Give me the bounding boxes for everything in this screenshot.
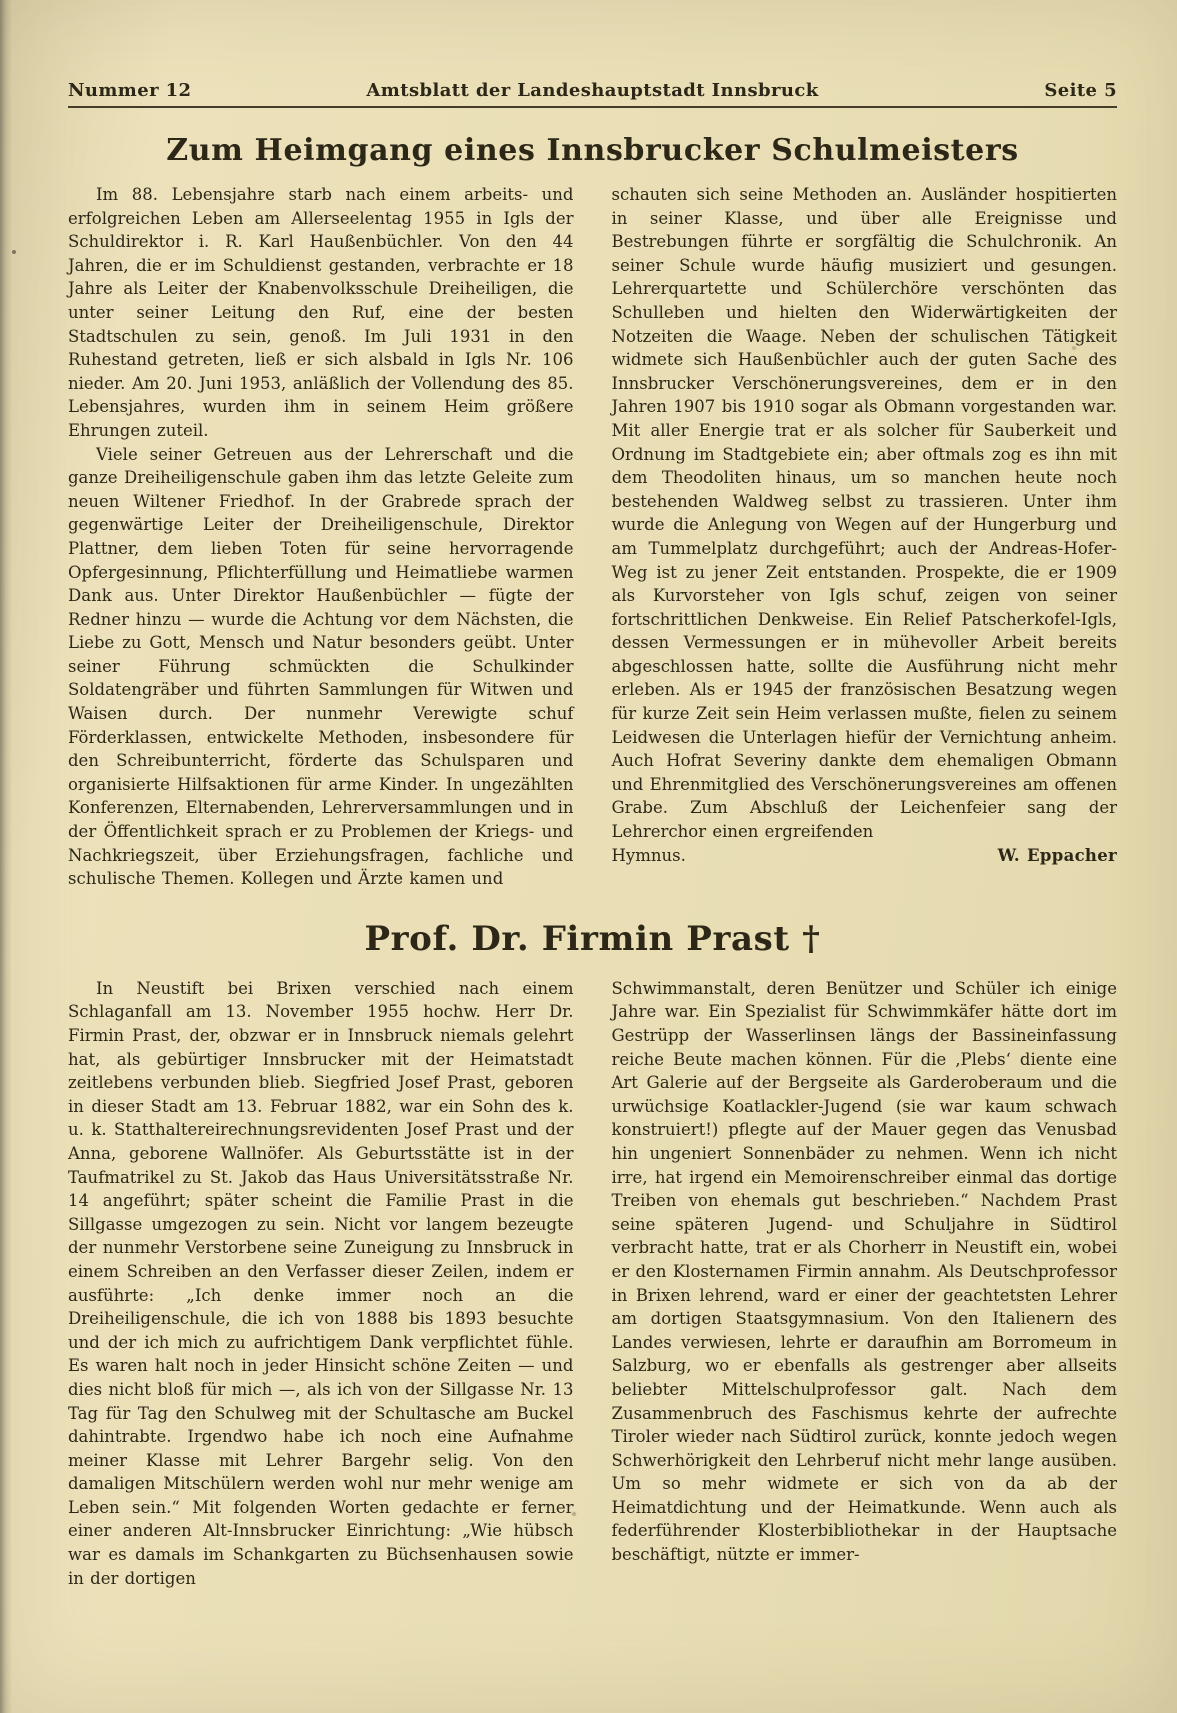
article1-columns	[68, 183, 1117, 891]
article1-paragraph-end: Hymnus.	[611, 845, 686, 865]
article2-right-column	[612, 977, 1118, 1590]
article1-paragraph-2: Viele seiner Getreuen aus der Lehrerschaft und die ganze Dreiheiligenschule gaben ihm das letzte Geleite zum neuen Wiltener Friedhof. In der Grabrede sprach der gegenwärtige Leiter der Dreiheiligenschule, Direktor Plattner, dem lieben Toten für seine hervorragende Opfergesinnung, Pflichterfüllung und Heimatliebe warmen Dank aus. Unter Direktor Haußenbüchler — fügte der Redner hinzu — wurde die Achtung vor dem Nächsten, die Liebe zu Gott, Mensch und Natur besonders geübt. Unter seiner Führung schmückten die Schulkinder Soldatengräber und führten Sammlungen für Witwen und Waisen durch. Der nunmehr Verewigte schuf Förderklassen, entwickelte Methoden, insbesondere für den Schreibunterricht, förderte das Schulsparen und organisierte Hilfsaktionen für arme Kinder. In ungezählten Konferenzen, Elternabenden, Lehrerversammlungen und in der Öffentlichkeit sprach er zu Problemen der Kriegs- und Nachkriegszeit, über Erziehungsfragen, fachliche und schulische Themen. Kollegen und Ärzte kamen und	[68, 444, 574, 889]
article2-columns	[68, 977, 1117, 1590]
masthead-title: Amtsblatt der Landeshauptstadt Innsbruck	[366, 80, 819, 101]
page-header	[68, 80, 1117, 101]
article-obituary-haussenbuechler	[68, 133, 1117, 891]
article1-left-column	[68, 183, 574, 891]
scan-edge-shadow	[0, 0, 12, 1713]
article1-right-column	[612, 183, 1118, 891]
article2-paragraph-1: In Neustift bei Brixen verschied nach einem Schlaganfall am 13. November 1955 hochw. Herr Dr. Firmin Prast, der, obzwar er in Innsbruck niemals gelehrt hat, als gebürtiger Innsbrucker mit der Heimatstadt zeitlebens verbunden blieb. Siegfried Josef Prast, geboren in dieser Stadt am 13. Februar 1882, war ein Sohn des k. u. k. Statthaltereirechnungsrevidenten Josef Prast und der Anna, geborene Wallnöfer. Als Geburtsstätte ist in der Taufmatrikel zu St. Jakob das Haus Universitätsstraße Nr. 14 angeführt; später scheint die Familie Prast in die Sillgasse umgezogen zu sein. Nicht vor langem bezeugte der nunmehr Verstorbene seine Zuneigung zu Innsbruck in einem Schreiben an den Verfasser dieser Zeilen, indem er ausführte: „Ich denke immer noch an die Dreiheiligenschule, die ich von 1888 bis 1893 besuchte und der ich mich zu aufrichtigem Dank verpflichtet fühle. Es waren halt noch in jeder Hinsicht schöne Zeiten — und dies nicht bloß für mich —, als ich von der Sillgasse Nr. 13 Tag für Tag den Schulweg mit der Schultasche am Buckel dahintrabte. Irgendwo habe ich noch eine Aufnahme meiner Klasse mit Lehrer Bargehr selig. Von den damaligen Mitschülern werden wohl nur mehr wenige am Leben sein.“ Mit folgenden Worten gedachte er ferner einer anderen Alt-Innsbrucker Einrichtung: „Wie hübsch war es damals im Schankgarten zu Büchsenhausen sowie in der dortigen	[68, 978, 574, 1588]
article1-signature-line	[612, 844, 1118, 868]
article2-title: Prof. Dr. Firmin Prast †	[364, 918, 821, 959]
article1-title: Zum Heimgang eines Innsbrucker Schulmeisters	[166, 133, 1019, 168]
article1-paragraph-3: schauten sich seine Methoden an. Ausländer hospitierten in seiner Klasse, und über alle Ereignisse und Bestrebungen führte er sorgfältig die Schulchronik. An seiner Schule wurde häufig musiziert und gesungen. Lehrerquartette und Schülerchöre verschönten das Schulleben und hielten den Widerwärtigkeiten der Notzeiten die Waage. Neben der schulischen Tätigkeit widmete sich Haußenbüchler auch der guten Sache des Innsbrucker Verschönerungsvereines, dem er in den Jahren 1907 bis 1910 sogar als Obmann vorgestanden war. Mit aller Energie trat er als solcher für Sauberkeit und Ordnung im Stadtgebiete ein; aber oftmals zog es ihn mit dem Theodoliten hinaus, um so manchen heute noch bestehenden Waldweg selbst zu trassieren. Unter ihm wurde die Anlegung von Wegen auf der Hungerburg und am Tummelplatz durchgeführt; auch der Andreas-Hofer-Weg ist zu jener Zeit entstanden. Prospekte, die er 1909 als Kurvorsteher von Igls schuf, zeigen von seiner fortschrittlichen Denkweise. Ein Relief Patscherkofel-Igls, dessen Vermessungen er in mühevoller Arbeit bereits abgeschlossen hatte, sollte die Ausführung nicht mehr erleben. Als er 1945 der französischen Besatzung wegen für kurze Zeit sein Heim verlassen mußte, fielen zu seinem Leidwesen die Unterlagen hiefür der Vernichtung anheim. Auch Hofrat Severiny dankte dem ehemaligen Obmann und Ehrenmitglied des Verschönerungsvereines am offenen Grabe. Zum Abschluß der Leichenfeier sang der Lehrerchor einen ergreifenden	[611, 185, 1117, 842]
article1-paragraph-1: Im 88. Lebensjahre starb nach einem arbeits- und erfolgreichen Leben am Allerseelentag 1955 in Igls der Schuldirektor i. R. Karl Haußenbüchler. Von den 44 Jahren, die er im Schuldienst gestanden, verbrachte er 18 Jahre als Leiter der Knabenvolksschule Dreiheiligen, die unter seiner Leitung den Ruf, eine der besten Stadtschulen zu sein, genoß. Im Juli 1931 in den Ruhestand getreten, ließ er sich alsbald in Igls Nr. 106 nieder. Am 20. Juni 1953, anläßlich der Vollendung des 85. Lebensjahres, wurden ihm in seinem Heim größere Ehrungen zuteil.	[68, 185, 574, 440]
article2-paragraph-2: Schwimmanstalt, deren Benützer und Schüler ich einige Jahre war. Ein Spezialist für Schwimmkäfer hätte dort im Gestrüpp der Wasserlinsen längs der Bassineinfassung reiche Beute machen können. Für die ‚Plebs‘ diente eine Art Galerie auf der Bergseite als Garderoberaum und die urwüchsige Koatlackler-Jugend (sie war kaum schwach konstruiert!) pflegte auf der Mauer gegen das Venusbad hin ungeniert Sonnenbäder zu nehmen. Wenn ich nicht irre, hat irgend ein Memoirenschreiber einmal das dortige Treiben von ehemals gut beschrieben.“ Nachdem Prast seine späteren Jugend- und Schuljahre in Südtirol verbracht hatte, trat er als Chorherr in Neustift ein, wobei er den Klosternamen Firmin annahm. Als Deutschprofessor in Brixen lehrend, ward er einer der geachtetsten Lehrer am dortigen Staatsgymnasium. Von den Italienern des Landes verwiesen, lehrte er daraufhin am Borromeum in Salzburg, wo er ebenfalls als gestrenger aber allseits beliebter Mittelschulprofessor galt. Nach dem Zusammenbruch des Faschismus kehrte der aufrechte Tiroler wieder nach Südtirol zurück, konnte jedoch wegen Schwerhörigkeit den Lehrberuf nicht mehr lange ausüben. Um so mehr widmete er sich von da ab der Heimatdichtung und der Heimatkunde. Wenn auch als federführender Klosterbibliothekar in der Hauptsache beschäftigt, nützte er immer-	[611, 978, 1117, 1565]
page-number: Seite 5	[1044, 80, 1117, 101]
header-rule	[68, 106, 1117, 108]
author-signature: W. Eppacher	[997, 845, 1117, 865]
paper-speck	[12, 250, 16, 254]
article-obituary-prast	[68, 919, 1117, 1590]
article2-left-column	[68, 977, 574, 1590]
issue-number: Nummer 12	[68, 80, 192, 101]
